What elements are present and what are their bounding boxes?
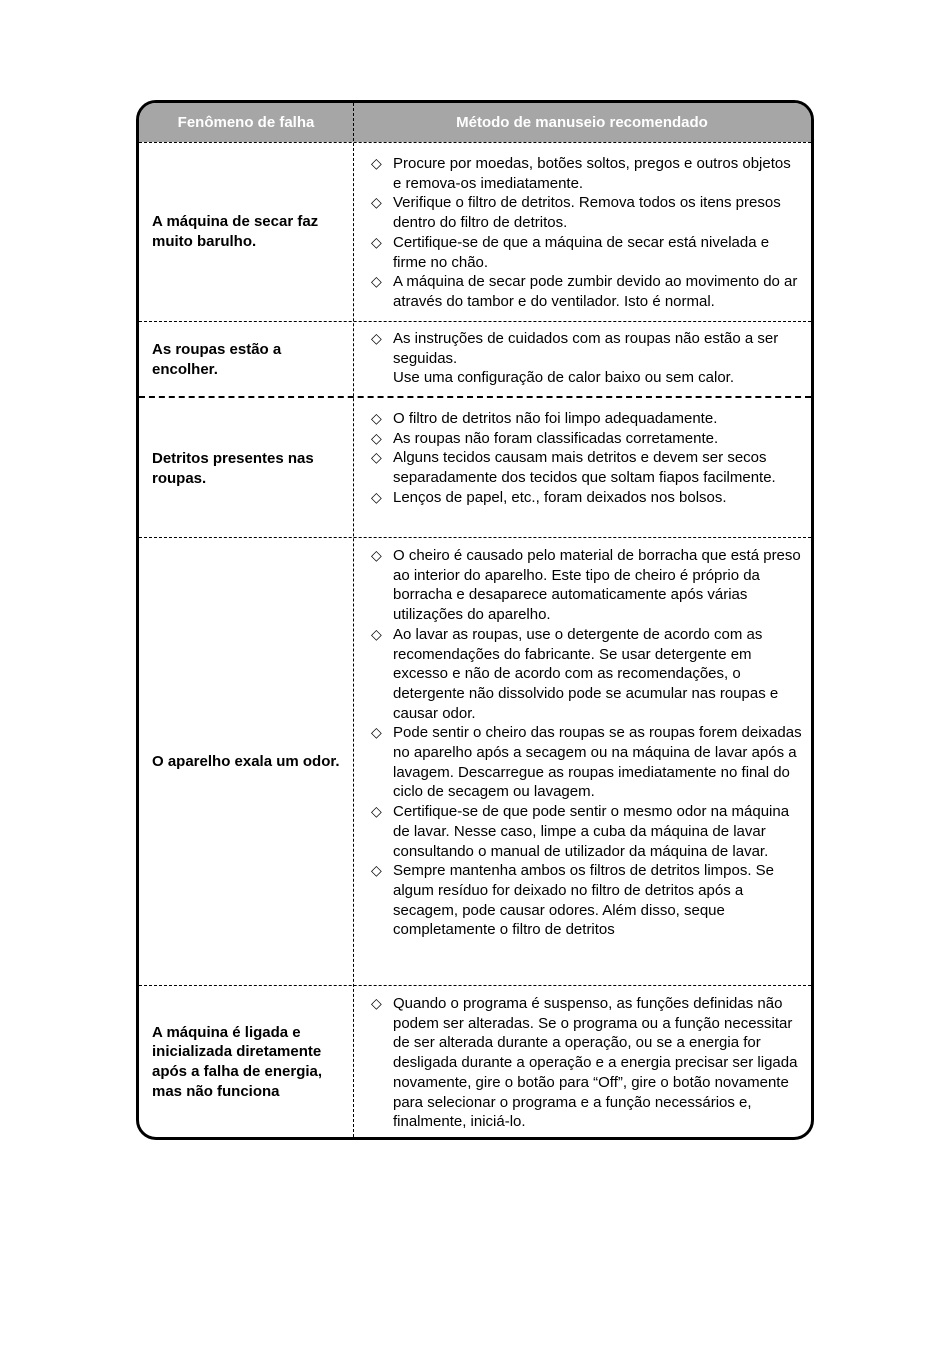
symptom-cell: As roupas estão a encolher. [152, 340, 282, 378]
method-cell [353, 538, 811, 985]
diamond-bullet-icon: ◇ [371, 724, 382, 741]
list-item: ◇ As instruções de cuidados com as roupas não estão a ser seguidas. [371, 330, 779, 367]
diamond-bullet-icon: ◇ [371, 155, 382, 171]
header-method: Método de manuseio recomendado [456, 114, 708, 131]
method-cell [353, 143, 811, 321]
table-row [139, 985, 811, 1138]
method-cell [353, 398, 811, 539]
list-item: ◇ Ao lavar as roupas, use o detergente de acordo com as recomendações do fabricante. Se usar detergente em excesso e não de acordo com as recomendações, o detergente não dissolvido pode se acumular nas roupas e causar odor. [371, 625, 779, 722]
symptom-cell: A máquina de secar faz muito barulho. [152, 213, 319, 250]
diamond-bullet-icon: ◇ [371, 233, 382, 250]
list-item: ◇ Pode sentir o cheiro das roupas se as roupas forem deixadas no aparelho após a secagem ou na máquina de lavar após a lavagem. Descarregue as roupas imediatamente no final do ciclo de secagem ou lavagem. [371, 724, 802, 801]
table-row [139, 321, 811, 397]
list-item: ◇ O filtro de detritos não foi limpo adequadamente. [371, 410, 718, 427]
list-item: ◇ A máquina de secar pode zumbir devido ao movimento do ar através do tambor e do ventilador. Isto é normal. [371, 273, 798, 310]
list-item: ◇ Procure por moedas, botões soltos, pregos e outros objetos e remova-os imediatamente. [371, 155, 791, 192]
table-row [139, 396, 811, 539]
symptom-cell: O aparelho exala um odor. [152, 752, 340, 770]
symptom-cell: Detritos presentes nas roupas. [152, 449, 314, 487]
method-cell [353, 986, 811, 1138]
diamond-bullet-icon: ◇ [371, 410, 382, 426]
list-item: ◇ As roupas não foram classificadas corretamente. [371, 429, 719, 447]
diamond-bullet-icon: ◇ [371, 547, 382, 563]
diamond-bullet-icon: ◇ [371, 862, 382, 879]
list-item: ◇ Alguns tecidos causam mais detritos e devem ser secos separadamente dos tecidos que soltam fiapos facilmente. [371, 449, 776, 487]
table-row [139, 142, 811, 321]
diamond-bullet-icon: ◇ [371, 803, 382, 820]
symptom-cell: A máquina é ligada e inicializada diretamente após a falha de energia, mas não funciona [152, 1023, 323, 1100]
table-row [139, 537, 811, 985]
list-item: ◇ Certifique-se de que a máquina de secar está nivelada e firme no chão. [371, 233, 770, 271]
method-cell [353, 322, 811, 397]
diamond-bullet-icon: ◇ [371, 429, 382, 446]
list-item: ◇ Sempre mantenha ambos os filtros de detritos limpos. Se algum resíduo for deixado no filtro de detritos após a secagem, pode causar odores. Além disso, seque completamente o filtro de detritos [371, 862, 775, 939]
diamond-bullet-icon: ◇ [371, 488, 382, 505]
list-item: ◇ Verifique o filtro de detritos. Remova todos os itens presos dentro do filtro de detritos. [371, 194, 781, 232]
troubleshooting-table [136, 100, 814, 1140]
table-header [139, 103, 811, 142]
header-symptom: Fenômeno de falha [177, 114, 315, 131]
list-item: ◇ O cheiro é causado pelo material de borracha que está preso ao interior do aparelho. Este tipo de cheiro é próprio da borracha e desaparece automaticamente após várias utilizações do aparelho. [371, 547, 801, 624]
diamond-bullet-icon: ◇ [371, 194, 382, 211]
diamond-bullet-icon: ◇ [371, 995, 382, 1011]
diamond-bullet-icon: ◇ [371, 330, 382, 346]
list-item: ◇ Certifique-se de que pode sentir o mesmo odor na máquina de lavar. Nesse caso, limpe a cuba da máquina de lavar consultando o manual de utilizador da máquina de lavar. [371, 803, 790, 860]
diamond-bullet-icon: ◇ [371, 449, 382, 466]
diamond-bullet-icon: ◇ [371, 273, 382, 290]
list-item-continuation: Use uma configuração de calor baixo ou sem calor. [393, 369, 735, 387]
list-item: ◇ Quando o programa é suspenso, as funções definidas não podem ser alteradas. Se o programa ou a função necessitar de ser alterada durante a operação, ou se a energia for desligada durante a operação e a energia precisar ser ligada novamente, gire o botão para “Off”, gire o botão novamente para selecionar o programa e a função necessários e, finalmente, iniciá-lo. [371, 995, 798, 1131]
diamond-bullet-icon: ◇ [371, 625, 382, 642]
list-item: ◇ Lenços de papel, etc., foram deixados nos bolsos. [371, 488, 727, 506]
